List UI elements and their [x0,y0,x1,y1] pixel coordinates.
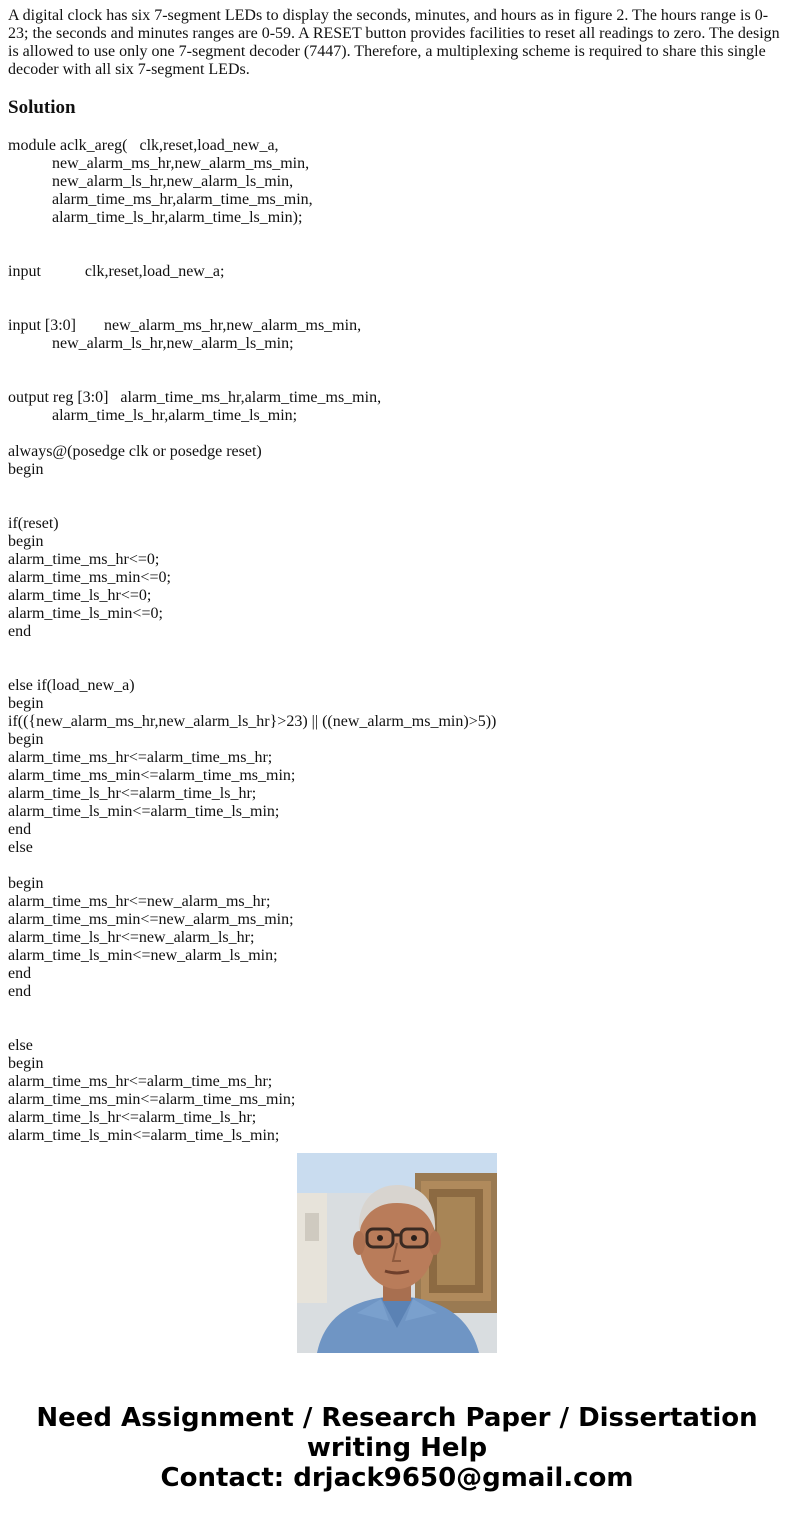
code-line: if(reset) [8,515,59,532]
code-line: else [8,839,33,856]
code-line [8,371,784,389]
code-line: else if(load_new_a) [8,677,135,694]
code-line: alarm_time_ms_hr<=alarm_time_ms_hr; [8,749,273,766]
verilog-code-block [8,137,784,1145]
code-line: new_alarm_ls_hr,new_alarm_ls_min, [8,173,294,190]
code-line: output reg [3:0] alarm_time_ms_hr,alarm_time_ms_min, [8,389,382,406]
code-line: alarm_time_ls_min<=alarm_time_ls_min; [8,1127,280,1144]
code-line [8,857,784,875]
code-line: alarm_time_ms_min<=0; [8,569,171,586]
code-line [8,641,784,659]
code-line [8,425,784,443]
code-line [8,497,784,515]
author-avatar [297,1153,497,1353]
code-line: alarm_time_ls_min<=new_alarm_ls_min; [8,947,278,964]
code-line: alarm_time_ls_min<=0; [8,605,163,622]
code-line: alarm_time_ms_min<=alarm_time_ms_min; [8,767,296,784]
code-line: input [3:0] new_alarm_ms_hr,new_alarm_ms_min, [8,317,362,334]
code-line [8,1019,784,1037]
code-line: alarm_time_ls_hr<=alarm_time_ls_hr; [8,785,257,802]
code-line: alarm_time_ms_hr<=0; [8,551,160,568]
code-line [8,659,784,677]
footer-line-2: writing Help [306,1433,488,1463]
code-line: end [8,821,32,838]
code-line: begin [8,731,44,748]
code-line: new_alarm_ms_hr,new_alarm_ms_min, [8,155,310,172]
document-content [8,7,784,1144]
code-line: alarm_time_ls_hr,alarm_time_ls_min; [8,407,298,424]
code-line: module aclk_areg( clk,reset,load_new_a, [8,137,279,154]
code-line: input clk,reset,load_new_a; [8,263,225,280]
code-line: begin [8,695,44,712]
code-line [8,299,784,317]
code-line: alarm_time_ms_hr,alarm_time_ms_min, [8,191,313,208]
code-line [8,245,784,263]
problem-statement: A digital clock has six 7-segment LEDs to display the seconds, minutes, and hours as in figure 2. The hours range is 0-23; the seconds and minutes ranges are 0-59. A RESET button provides facilities to reset all readings to zero. The design is allowed to use only one 7-segment decoder (7447). Therefore, a multiplexing scheme is required to share this single decoder with all six 7-segment LEDs. [8,7,780,78]
code-line: alarm_time_ls_hr<=new_alarm_ls_hr; [8,929,255,946]
code-line: end [8,623,32,640]
solution-heading: Solution [8,97,76,118]
footer-contact-line: Contact: drjack9650@gmail.com [160,1463,634,1493]
code-line: alarm_time_ms_hr<=alarm_time_ms_hr; [8,1073,273,1090]
code-line: alarm_time_ls_min<=alarm_time_ls_min; [8,803,280,820]
code-line: end [8,983,32,1000]
code-line: else [8,1037,33,1054]
code-line: alarm_time_ms_min<=new_alarm_ms_min; [8,911,294,928]
footer-line-1: Need Assignment / Research Paper / Dissertation [36,1403,758,1433]
code-line: alarm_time_ls_hr,alarm_time_ls_min); [8,209,303,226]
code-line [8,227,784,245]
code-line: alarm_time_ls_hr<=alarm_time_ls_hr; [8,1109,257,1126]
code-line: always@(posedge clk or posedge reset) [8,443,262,460]
code-line: alarm_time_ms_min<=alarm_time_ms_min; [8,1091,296,1108]
code-line: if(({new_alarm_ms_hr,new_alarm_ls_hr}>23) || ((new_alarm_ms_min)>5)) [8,713,497,730]
code-line: begin [8,1055,44,1072]
contact-footer [0,1403,794,1493]
code-line [8,353,784,371]
code-line [8,1001,784,1019]
person-photo-icon [297,1153,497,1353]
code-line: begin [8,461,44,478]
code-line: begin [8,533,44,550]
code-line: begin [8,875,44,892]
code-line [8,281,784,299]
code-line: alarm_time_ls_hr<=0; [8,587,152,604]
code-line: new_alarm_ls_hr,new_alarm_ls_min; [8,335,294,352]
code-line: alarm_time_ms_hr<=new_alarm_ms_hr; [8,893,271,910]
code-line: end [8,965,32,982]
code-line [8,479,784,497]
